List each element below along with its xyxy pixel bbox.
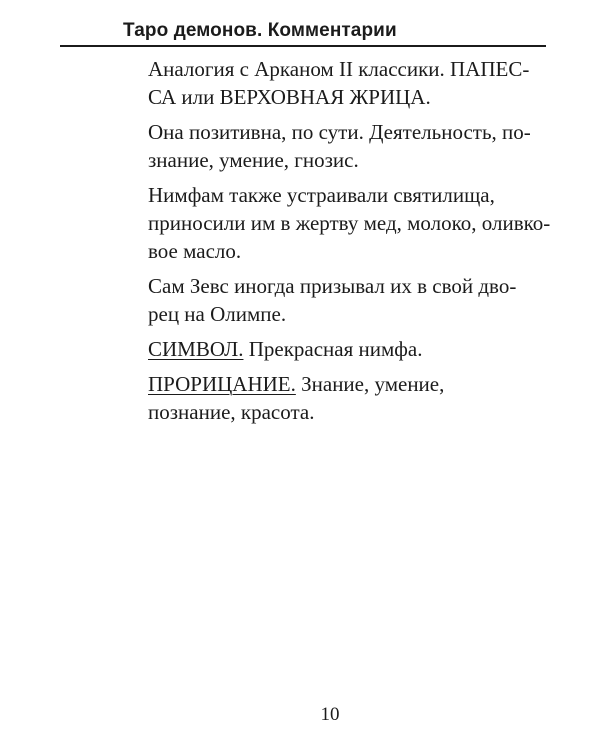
running-header: Таро демонов. Комментарии [123,20,397,41]
text-line: знание, умение, гнозис. [148,148,359,172]
paragraph-analogy [120,55,550,111]
symbol-label: СИМВОЛ. [148,337,244,361]
divination-continuation: познание, красота. [148,400,315,424]
page-number: 10 [320,704,340,725]
text-line: Сам Зевс иногда призывал их в свой дво- [148,274,517,298]
paragraph-divination [120,370,550,426]
symbol-line [120,335,550,363]
paragraph-positive [120,118,550,174]
text-line: Аналогия с Арканом II классики. ПАПЕС- [148,57,530,81]
body-text [120,55,550,433]
divination-text: Знание, умение, [295,372,445,396]
symbol-text: Прекрасная нимфа. [243,337,423,361]
text-line: приносили им в жертву мед, молоко, оливко- [148,211,551,235]
divination-label: ПРОРИЦАНИЕ. [148,372,296,396]
paragraph-nymphs [120,181,550,265]
text-line: СА или ВЕРХОВНАЯ ЖРИЦА. [148,85,431,109]
header-rule [60,45,546,47]
paragraph-symbol [120,335,550,363]
paragraph-zeus [120,272,550,328]
divination-line [120,370,550,398]
text-line: вое масло. [148,239,242,263]
text-line: Нимфам также устраивали святилища, [148,183,495,207]
text-line: Она позитивна, по сути. Деятельность, по- [148,120,531,144]
text-line: рец на Олимпе. [148,302,287,326]
